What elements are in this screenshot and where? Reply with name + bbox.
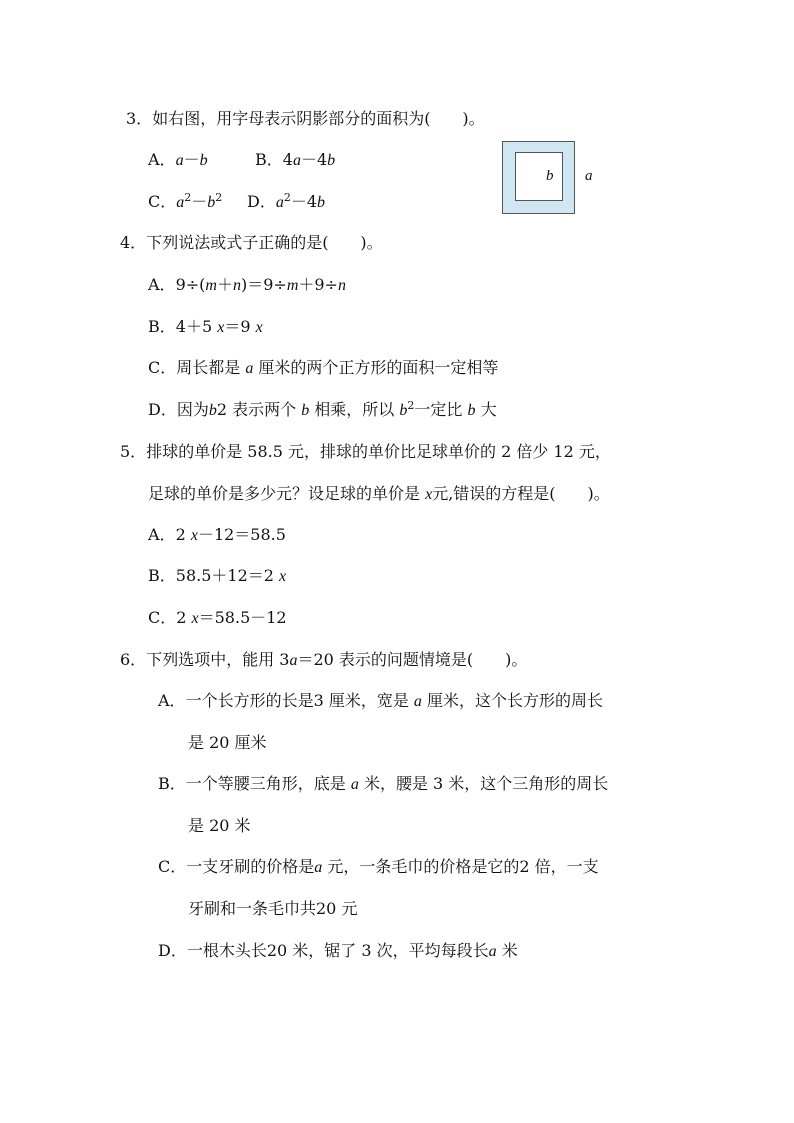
- text: 元，一条毛巾的价格是它的2 倍，一支: [322, 857, 599, 876]
- q6-option-c-line-2: 牙刷和一条毛巾共20 元: [188, 899, 358, 918]
- q3-option-c: [148, 191, 222, 214]
- q4-stem: 下列说法或式子正确的是( )。: [146, 233, 383, 252]
- text: ＝9: [224, 317, 256, 336]
- operator: －4: [290, 192, 318, 211]
- q4-option-d: [148, 399, 497, 422]
- option-label: C．: [148, 608, 177, 627]
- var-a: a: [292, 152, 301, 169]
- text: 58.5＋12＝2: [175, 566, 280, 585]
- option-label: D．: [148, 400, 177, 419]
- option-label: B．: [255, 150, 283, 169]
- text: 周长都是: [176, 358, 246, 377]
- var-b: b: [327, 152, 336, 169]
- text: 米，腰是 3 米，这个三角形的周长: [358, 774, 609, 793]
- var-x: x: [217, 319, 225, 336]
- q6-option-c: [158, 856, 599, 879]
- operator: －: [191, 192, 208, 211]
- var-x: x: [190, 527, 198, 544]
- var-a: a: [245, 360, 254, 377]
- option-label: B．: [148, 317, 176, 336]
- var-b: b: [207, 194, 216, 211]
- var-x: x: [255, 319, 263, 336]
- var-m: m: [205, 277, 217, 294]
- var-a: a: [176, 194, 185, 211]
- option-label: A．: [148, 275, 176, 294]
- text: 2 表示两个: [216, 400, 302, 419]
- text: ＋9÷: [298, 275, 338, 294]
- coefficient: 4: [282, 150, 293, 169]
- text: 一个等腰三角形，底是: [185, 774, 351, 793]
- text: 下列选项中，能用 3: [146, 650, 290, 669]
- var-a: a: [488, 943, 497, 960]
- var-b: b: [301, 402, 310, 419]
- var-b: b: [467, 402, 476, 419]
- q3-option-b: [255, 149, 335, 172]
- option-label: D．: [158, 941, 187, 960]
- text: 一定比: [414, 400, 468, 419]
- var-a: a: [175, 152, 184, 169]
- text: ＝20 表示的问题情境是( )。: [297, 650, 528, 669]
- text: 9÷(: [175, 275, 206, 294]
- var-a: a: [275, 194, 284, 211]
- text: －12＝58.5: [197, 525, 286, 544]
- text: 4＋5: [175, 317, 218, 336]
- q3-stem-line: [126, 108, 485, 130]
- q3-option-a: [148, 149, 208, 172]
- text: 一个长方形的长是3 厘米，宽是: [185, 691, 414, 710]
- option-label: D．: [247, 192, 276, 211]
- text: 2: [176, 608, 192, 627]
- q6-option-a-line-2: 是 20 厘米: [188, 733, 267, 752]
- text: 一根木头长20 米，锯了 3 次，平均每段长: [186, 941, 489, 960]
- q6-option-b: [158, 773, 608, 796]
- q4-stem-line: [120, 232, 383, 254]
- var-a: a: [289, 652, 298, 669]
- q4-option-b: [148, 316, 263, 339]
- text: 因为: [176, 400, 209, 419]
- var-b: b: [199, 152, 208, 169]
- option-label: A．: [148, 150, 176, 169]
- q5-stem-1: 排球的单价是 58.5 元，排球的单价比足球单价的 2 倍少 12 元，: [146, 442, 611, 461]
- q5-option-a: [148, 524, 286, 547]
- text: ＝58.5－12: [198, 608, 287, 627]
- var-n: n: [337, 277, 346, 294]
- option-label: B．: [158, 774, 186, 793]
- q3-option-d: [247, 191, 325, 214]
- option-label: C．: [148, 192, 177, 211]
- var-n: n: [232, 277, 241, 294]
- option-label: C．: [158, 857, 187, 876]
- option-label: A．: [158, 691, 186, 710]
- text: 厘米，这个长方形的周长: [421, 691, 604, 710]
- q4-number: 4．: [120, 233, 147, 252]
- q4-option-a: [148, 274, 346, 297]
- text: 元,错误的方程是( )。: [432, 484, 610, 503]
- var-b: b: [317, 194, 326, 211]
- q5-number: 5．: [120, 442, 147, 461]
- text: ＋: [216, 275, 233, 294]
- q6-option-b-line-2: 是 20 米: [188, 816, 251, 835]
- text: 足球的单价是多少元？设足球的单价是: [148, 484, 426, 503]
- text: )＝9÷: [240, 275, 287, 294]
- exponent: 2: [407, 399, 415, 412]
- q3-figure-inner-square: [515, 152, 563, 201]
- q4-option-c: [148, 357, 498, 380]
- operator: －: [183, 150, 200, 169]
- exponent: 2: [184, 191, 192, 204]
- text: 厘米的两个正方形的面积一定相等: [253, 358, 499, 377]
- var-m: m: [286, 277, 299, 294]
- q3-stem: 如右图，用字母表示阴影部分的面积为( )。: [152, 109, 485, 128]
- var-b: b: [208, 402, 217, 419]
- q5-option-c: [148, 607, 287, 630]
- var-x: x: [425, 486, 433, 503]
- var-a: a: [314, 859, 323, 876]
- var-x: x: [279, 568, 287, 585]
- q5-stem-line-2: [148, 483, 610, 506]
- var-b: b: [399, 402, 408, 419]
- q6-number: 6．: [120, 650, 147, 669]
- q3-figure-outer-square: [502, 141, 575, 214]
- q6-option-d: [158, 940, 518, 963]
- operator: －4: [300, 150, 328, 169]
- q6-stem-line: [120, 649, 527, 672]
- exponent: 2: [215, 191, 223, 204]
- q3-figure-label-a: a: [585, 168, 593, 184]
- text: 一支牙刷的价格是: [186, 857, 315, 876]
- option-label: B．: [148, 566, 176, 585]
- q5-stem-line-1: [120, 441, 611, 463]
- var-a: a: [413, 693, 422, 710]
- option-label: A．: [148, 525, 176, 544]
- exponent: 2: [283, 191, 291, 204]
- var-a: a: [350, 776, 359, 793]
- q6-option-a: [158, 690, 603, 713]
- q3-number: 3．: [126, 109, 153, 128]
- text: 2: [175, 525, 191, 544]
- q3-figure-label-b: b: [546, 168, 554, 184]
- text: 米: [496, 941, 518, 960]
- option-label: C．: [148, 358, 177, 377]
- text: 大: [475, 400, 497, 419]
- var-x: x: [191, 610, 199, 627]
- text: 相乘，所以: [309, 400, 400, 419]
- q5-option-b: [148, 565, 286, 588]
